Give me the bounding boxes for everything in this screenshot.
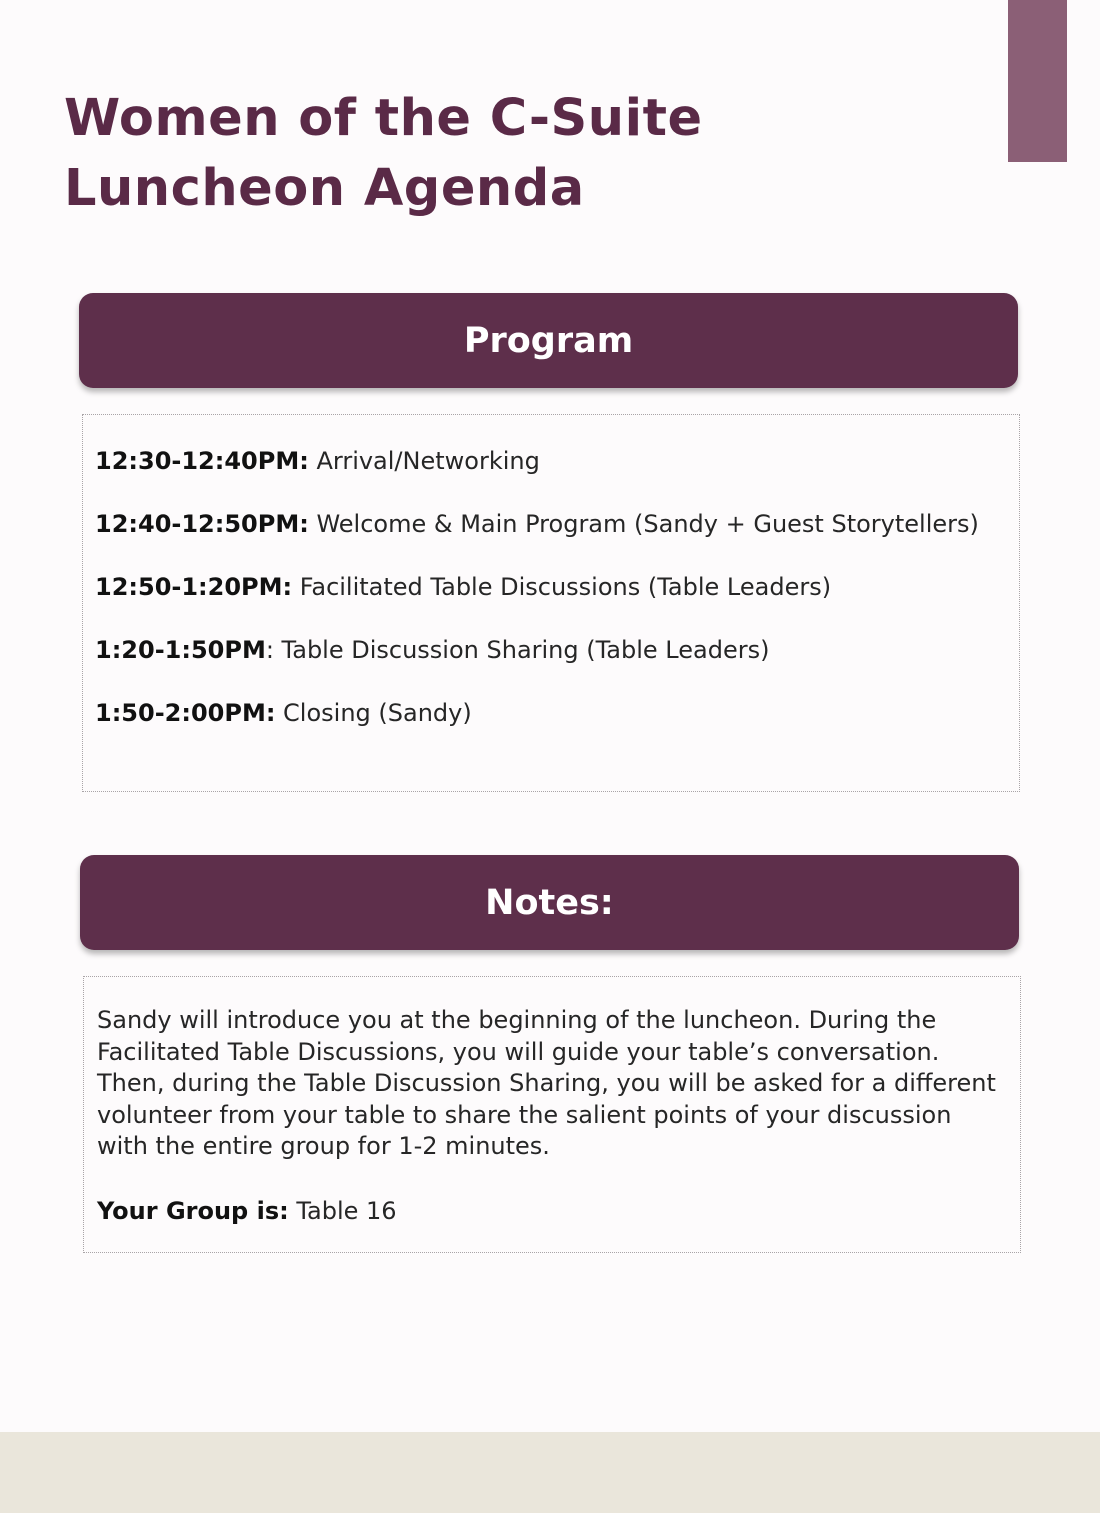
page-title-line-2: Luncheon Agenda bbox=[64, 159, 585, 218]
footer-band bbox=[0, 1432, 1100, 1513]
agenda-item bbox=[95, 508, 1007, 540]
notes-body: Sandy will introduce you at the beginning of the luncheon. During the Facilitated Table Discussions, you will guide your table’s conversation. Then, during the Table Discussion Sharing, you will be asked for a different volunteer from your table to share the salient points of your discussion with the entire group for 1-2 minutes. bbox=[97, 1006, 996, 1160]
agenda-description: Facilitated Table Discussions (Table Leaders) bbox=[292, 573, 832, 601]
page-title bbox=[64, 84, 703, 224]
program-section-header bbox=[79, 293, 1018, 388]
notes-heading: Notes: bbox=[485, 882, 614, 923]
agenda-item bbox=[95, 634, 1007, 666]
agenda-time: 1:50-2:00PM: bbox=[95, 699, 276, 727]
notes-box bbox=[83, 976, 1021, 1253]
page-title-line-1: Women of the C-Suite bbox=[64, 89, 703, 148]
agenda-description: Welcome & Main Program (Sandy + Guest Storytellers) bbox=[308, 510, 979, 538]
program-heading: Program bbox=[463, 320, 634, 361]
agenda-time: 12:50-1:20PM: bbox=[95, 573, 293, 601]
program-agenda-box bbox=[82, 414, 1020, 792]
agenda-time: 1:20-1:50PM bbox=[95, 636, 266, 664]
notes-section-header bbox=[80, 855, 1019, 950]
agenda-description: : Table Discussion Sharing (Table Leaders) bbox=[265, 636, 770, 664]
agenda-time: 12:30-12:40PM: bbox=[95, 447, 309, 475]
group-assignment bbox=[97, 1195, 1008, 1227]
agenda-time: 12:40-12:50PM: bbox=[95, 510, 309, 538]
group-value: Table 16 bbox=[288, 1196, 397, 1225]
agenda-item bbox=[95, 571, 1007, 603]
agenda-item bbox=[95, 697, 1007, 729]
agenda-description: Closing (Sandy) bbox=[275, 699, 472, 727]
group-label: Your Group is: bbox=[97, 1196, 289, 1225]
agenda-item bbox=[95, 445, 1007, 477]
decorative-accent-bar bbox=[1008, 0, 1067, 162]
agenda-description: Arrival/Networking bbox=[308, 447, 540, 475]
